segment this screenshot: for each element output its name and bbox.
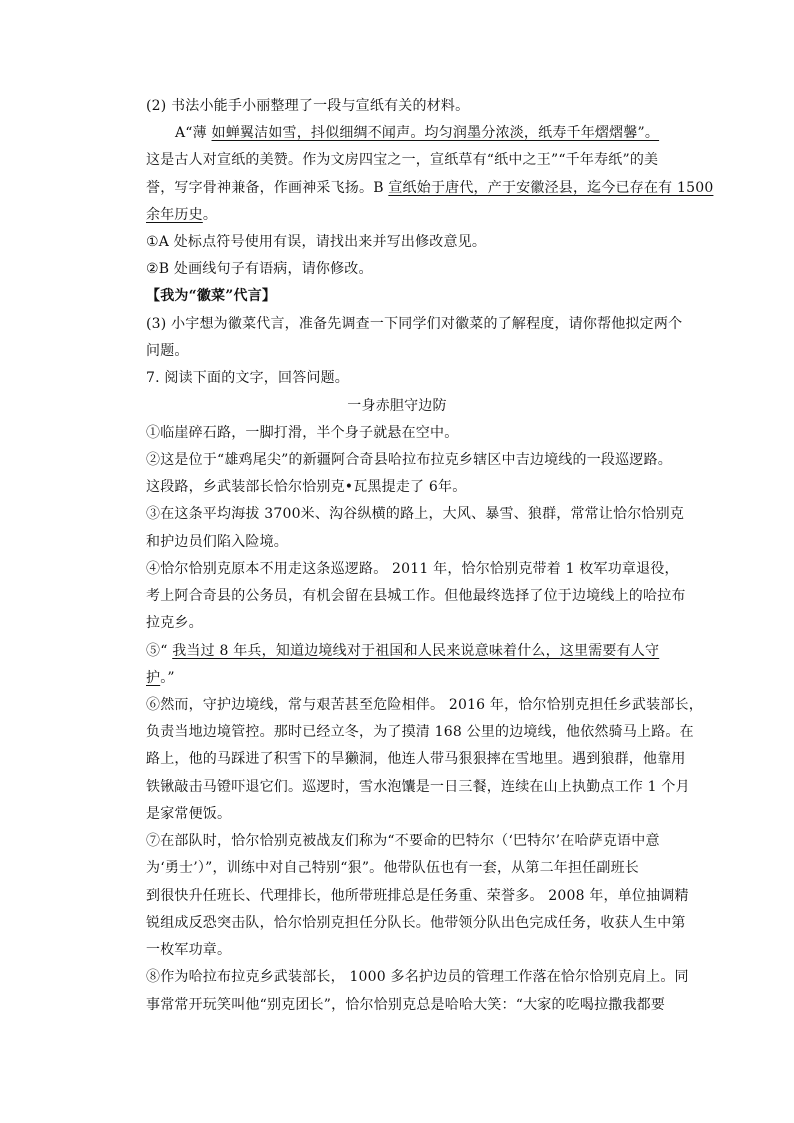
question-3: (3) 小宇想为徽菜代言，准备先调查一下同学们对徽菜的了解程度，请你帮他拟定两个 [146, 316, 683, 332]
paragraph-7-cont: 锐组成反恐突击队，恰尔恰别克担任分队长。他带领分队出色完成任务，收获人生中第 [146, 915, 686, 931]
paragraph-4: ④恰尔恰别克原本不用走这条巡逻路。 2011 年，恰尔恰别克带着 1 枚军功章退役， [146, 561, 679, 577]
material-line: 这是古人对宣纸的美赞。作为文房四宝之一，宣纸草有“纸中之王”“千年寿纸”的美 [146, 152, 659, 168]
paragraph-6-cont: 铁锹敲击马镫吓退它们。巡逻时，雪水泡馕是一日三餐，连续在山上执勤点工作 1 个月 [146, 779, 690, 795]
paragraph-4-cont: 考上阿合奇县的公务员，有机会留在县城工作。但他最终选择了位于边境线上的哈拉布 [146, 588, 686, 604]
question-2-intro: (2) 书法小能手小丽整理了一段与宣纸有关的材料。 [146, 98, 470, 114]
paragraph-6: ⑥然而，守护边境线，常与艰苦甚至危险相伴。 2016 年，恰尔恰别克担任乡武装部长， [146, 697, 703, 713]
paragraph-8: ⑧作为哈拉布拉克乡武装部长， 1000 多名护边员的管理工作落在恰尔恰别克肩上。同 [146, 969, 689, 985]
paragraph-3: ③在这条平均海拔 3700米、沟谷纵横的路上，大风、暴雪、狼群，常常让恰尔恰别克 [146, 506, 685, 522]
underlined-text: 护 [146, 670, 161, 686]
underlined-text: 我当过 8 年兵，知道边境线对于祖国和人民来说意味着什么，这里需要有人守 [172, 643, 660, 659]
underlined-text: 如蝉翼洁如雪，抖似细绸不闻声。均匀润墨分浓淡，纸寿千年熠熠馨”。 [211, 125, 660, 141]
underlined-text: 宣纸始于唐代，产于安徽泾县，迄今已存在有 1500 [388, 180, 714, 196]
material-line-b [146, 179, 713, 197]
paragraph-2: ②这是位于“雄鸡尾尖”的新疆阿合奇县哈拉布拉克乡辖区中吉边境线的一段巡逻路。 [146, 452, 672, 468]
text-segment: 。 [202, 207, 218, 223]
section-heading: 【我为“徽菜”代言】 [146, 288, 277, 304]
sub-question-1: ①A 处标点符号使用有误，请找出来并写出修改意见。 [146, 234, 487, 250]
text-segment: ⑤“ [146, 643, 173, 659]
material-line-b-cont [146, 206, 217, 224]
question-3-cont: 问题。 [146, 343, 189, 359]
sub-question-2: ②B 处画线句子有语病，请你修改。 [146, 261, 373, 277]
underlined-text: 余年历史 [146, 207, 203, 223]
paragraph-8-cont: 事常常开玩笑叫他“别克团长”，恰尔恰别克总是哈哈大笑：“大家的吃喝拉撒我都要 [146, 997, 666, 1013]
paragraph-1: ①临崖碎石路，一脚打滑，半个身子就悬在空中。 [146, 425, 459, 441]
paragraph-2-cont: 这段路，乡武装部长恰尔恰别克•瓦黑提走了 6年。 [146, 479, 467, 495]
paragraph-4-end: 拉克乡。 [146, 615, 203, 631]
paragraph-5 [146, 642, 659, 660]
text-segment: A“薄 [175, 125, 212, 141]
paragraph-3-cont: 和护边员们陷入险境。 [146, 534, 288, 550]
paragraph-6-cont: 负责当地边境管控。那时已经立冬，为了摸清 168 公里的边境线，他依然骑马上路。在 [146, 724, 694, 740]
material-line-a [175, 124, 659, 142]
paragraph-6-cont: 路上，他的马踩进了积雪下的旱獭洞，他连人带马狠狠摔在雪地里。遇到狼群，他靠用 [146, 751, 686, 767]
paragraph-7: ⑦在部队时，恰尔恰别克被战友们称为“不要命的巴特尔（‘巴特尔’在哈萨克语中意 [146, 833, 660, 849]
paragraph-7-cont: 为‘勇士’）”，训练中对自己特别“狠”。他带队伍也有一套，从第二年担任副班长 [146, 860, 639, 876]
paragraph-7-end: 一枚军功章。 [146, 942, 232, 958]
text-segment: 誉，写字骨神兼备，作画神采飞扬。B [146, 180, 389, 196]
text-segment: 。” [160, 670, 175, 686]
question-7: 7. 阅读下面的文字，回答问题。 [146, 370, 350, 386]
paragraph-7-cont: 到很快升任班长、代理排长，他所带班排总是任务重、荣誉多。 2008 年，单位抽调精 [146, 888, 689, 904]
article-title: 一身赤胆守边防 [347, 398, 447, 414]
paragraph-5-cont [146, 669, 175, 687]
paragraph-6-end: 是家常便饭。 [146, 806, 232, 822]
